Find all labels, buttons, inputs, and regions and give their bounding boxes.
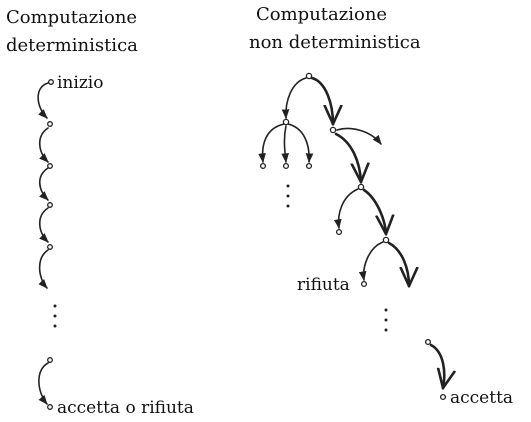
nd-edge-fan: [288, 124, 309, 162]
det-edge-final: [39, 363, 48, 404]
det-edge-3: [40, 168, 48, 200]
nd-edge-main: [364, 190, 386, 234]
det-node-start: [49, 80, 54, 85]
nd-edge-left: [339, 189, 358, 228]
nd-ellipsis-right: [385, 309, 388, 332]
deterministic-panel: [6, 7, 194, 418]
nd-node: [284, 164, 289, 169]
nd-node: [337, 230, 342, 235]
deterministic-steps: [38, 80, 56, 410]
det-ellipsis: [54, 305, 57, 328]
det-node: [48, 245, 53, 250]
nd-node: [283, 119, 288, 124]
det-node: [48, 358, 53, 363]
nd-edge-fan: [284, 126, 286, 162]
nd-node-reject: [362, 282, 367, 287]
nondeterministic-tree: [261, 73, 446, 399]
deterministic-title-line2: deterministica: [6, 35, 138, 56]
det-edge-5: [40, 250, 48, 288]
nondeterministic-title-line1: Computazione: [256, 4, 388, 25]
nd-edge-root-left: [286, 78, 306, 118]
det-edge-4: [40, 208, 48, 242]
nd-edge-main: [389, 243, 409, 286]
nd-edge-root-right: [312, 78, 333, 124]
reject-label: rifiuta: [297, 275, 350, 295]
det-edge-1: [38, 83, 48, 118]
nd-node-accept: [441, 395, 446, 400]
nd-node: [426, 340, 431, 345]
start-label: inizio: [57, 73, 104, 93]
det-node: [48, 164, 53, 169]
nd-node: [261, 164, 266, 169]
nd-edge-to-accept: [431, 345, 444, 388]
accept-or-reject-label: accetta o rifiuta: [57, 398, 194, 418]
nd-node: [383, 237, 388, 242]
nd-edge-fan: [263, 124, 284, 162]
nd-node: [358, 184, 363, 189]
nd-node-root: [306, 73, 311, 78]
det-node-end: [48, 405, 53, 410]
nd-node: [307, 164, 312, 169]
det-node: [48, 203, 53, 208]
accept-label: accetta: [450, 388, 514, 408]
nd-ellipsis-left: [287, 185, 290, 208]
nd-edge-side: [337, 129, 381, 144]
nd-edge-main: [336, 134, 361, 182]
nondeterministic-title-line2: non deterministica: [249, 32, 421, 53]
det-node: [48, 122, 53, 127]
nd-edge-to-reject: [364, 242, 383, 280]
nd-node: [330, 127, 335, 132]
det-edge-2: [40, 128, 48, 162]
deterministic-title-line1: Computazione: [6, 7, 138, 28]
nondeterministic-panel: [249, 4, 513, 408]
